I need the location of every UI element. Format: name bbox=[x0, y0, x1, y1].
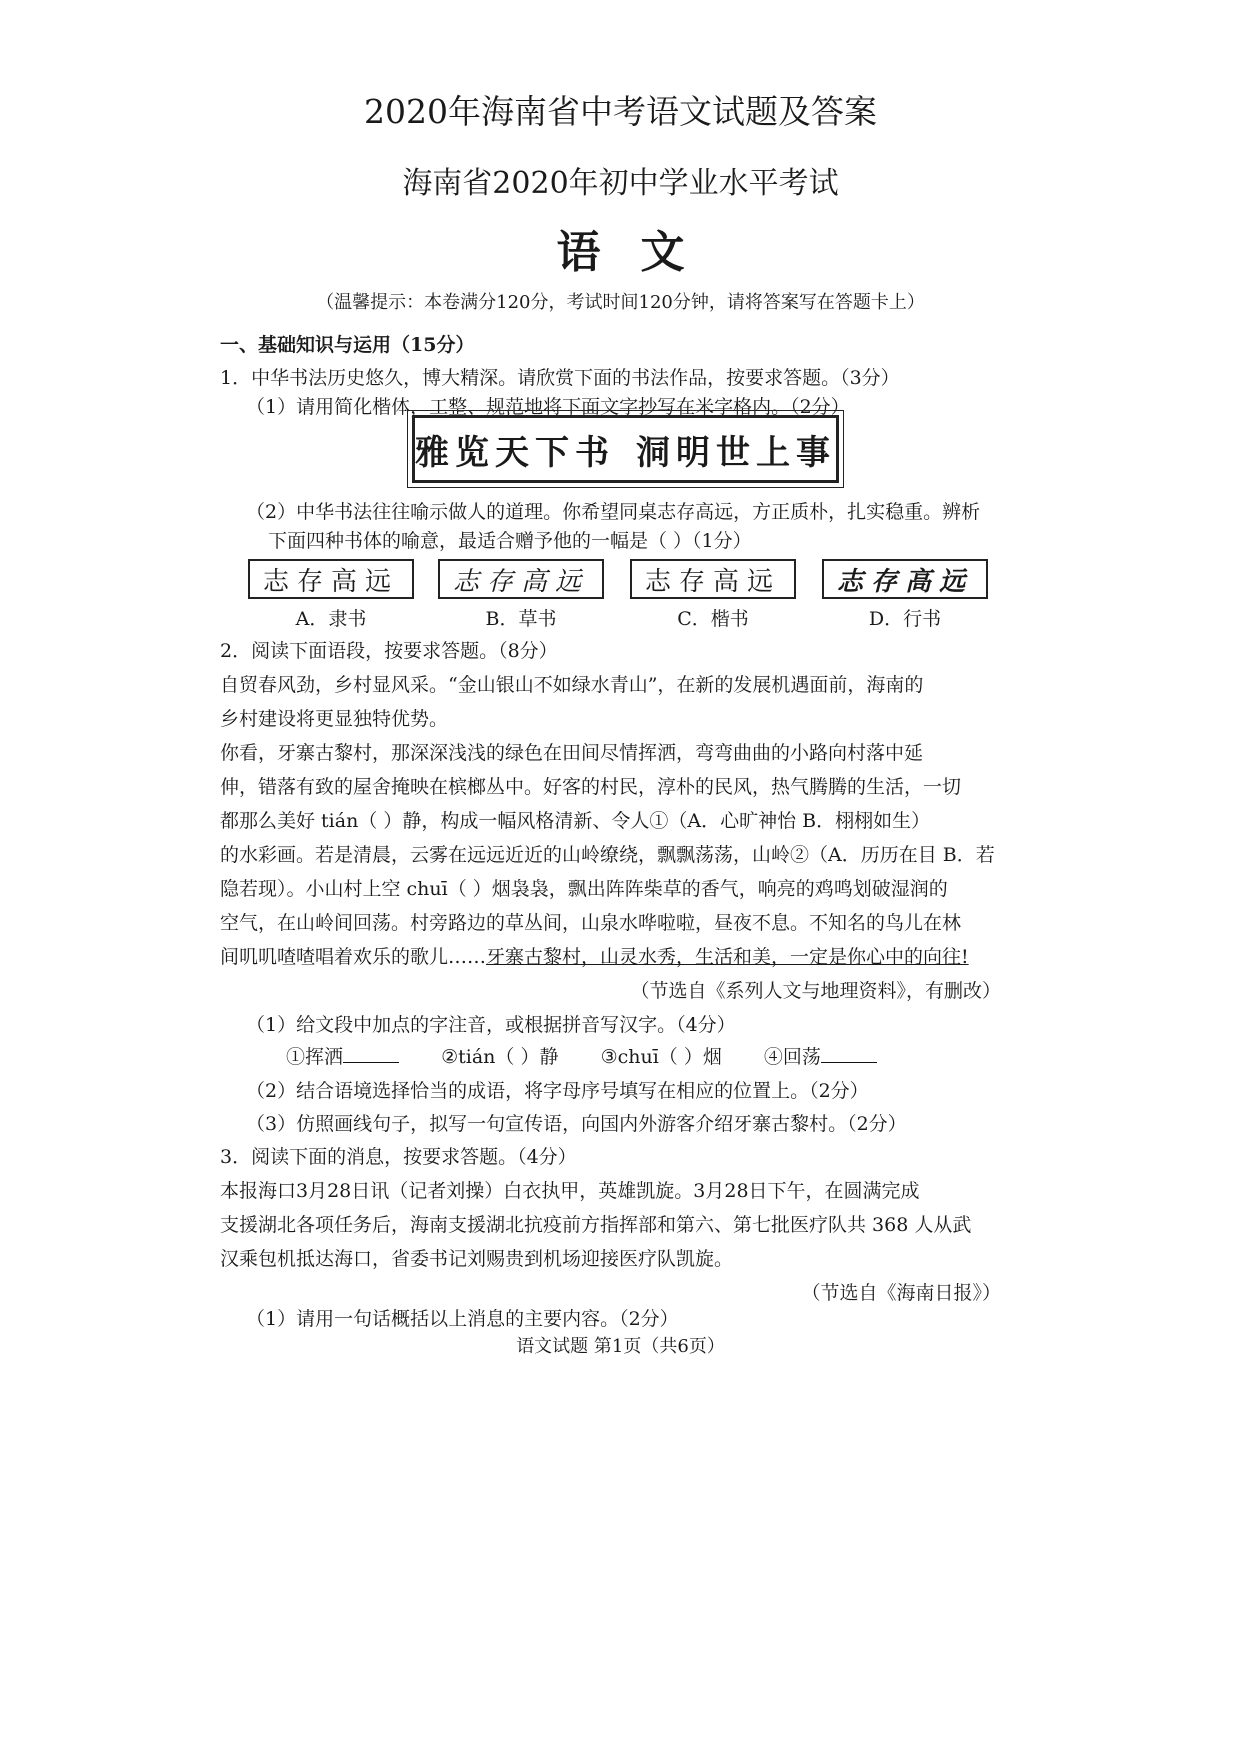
underlined-sentence: 牙寨古黎村，山灵水秀，生活和美，一定是你心中的向往! bbox=[486, 946, 969, 968]
q1-part2-line1: （2）中华书法往往喻示做人的道理。你希望同桌志存高远，方正质朴，扎实稳重。辨析 bbox=[246, 501, 981, 523]
option-b-calligraphy: 志存高远 bbox=[438, 559, 604, 599]
q2-line: 自贸春风劲，乡村显风采。“金山银山不如绿水青山”，在新的发展机遇面前，海南的 bbox=[220, 674, 924, 696]
answer-blank-4[interactable] bbox=[821, 1044, 877, 1063]
q2-line: 隐若现）。小山村上空 chuī（ ）烟袅袅，飘出阵阵柴草的香气，响亮的鸡鸣划破湿润的 bbox=[220, 878, 948, 900]
q3-line: 汉乘包机抵达海口，省委书记刘赐贵到机场迎接医疗队凯旋。 bbox=[220, 1248, 734, 1270]
option-a-label: A．隶书 bbox=[295, 608, 367, 630]
calligraphy-right: 洞明世上事 bbox=[636, 432, 836, 473]
subject-title: 语文 bbox=[556, 227, 725, 278]
q2-line: 伸，错落有致的屋舍掩映在槟榔丛中。好客的村民，淳朴的民风，热气腾腾的生活，一切 bbox=[220, 776, 962, 798]
q2-stem: 2．阅读下面语段，按要求答题。（8分） bbox=[220, 640, 558, 662]
q2-sub3: （3）仿照画线句子，拟写一句宣传语，向国内外游客介绍牙寨古黎村。（2分） bbox=[246, 1113, 907, 1135]
option-a-calligraphy: 志存高远 bbox=[248, 559, 414, 599]
q2-sub1-items: ①挥洒 ②tián（ ）静 ③chuī（ ）烟 ④回荡 bbox=[286, 1042, 877, 1069]
calligraphy-left: 雅览天下书 bbox=[415, 432, 615, 473]
option-b-label: B．草书 bbox=[485, 608, 557, 630]
q3-stem: 3．阅读下面的消息，按要求答题。（4分） bbox=[220, 1146, 577, 1168]
page-footer: 语文试题 第1页（共6页） bbox=[516, 1336, 725, 1357]
calligraphy-artwork bbox=[412, 415, 839, 483]
q2-line: 的水彩画。若是清晨，云雾在远远近近的山岭缭绕，飘飘荡荡，山岭②（A．历历在目 B．若 bbox=[220, 844, 995, 866]
option-d-calligraphy: 志存高远 bbox=[822, 559, 988, 599]
q2-sub2: （2）结合语境选择恰当的成语，将字母序号填写在相应的位置上。（2分） bbox=[246, 1080, 869, 1102]
q3-source: （节选自《海南日报》） bbox=[801, 1282, 1001, 1304]
section-title: 一、基础知识与运用（15分） bbox=[220, 334, 475, 356]
q1-part2-line2: 下面四种书体的喻意，最适合赠予他的一幅是（ ）（1分） bbox=[268, 530, 752, 552]
q2-line: 乡村建设将更显独特优势。 bbox=[220, 708, 449, 730]
exam-hint: （温馨提示：本卷满分120分，考试时间120分钟，请将答案写在答题卡上） bbox=[316, 292, 925, 313]
q2-sub1: （1）给文段中加点的字注音，或根据拼音写汉字。（4分） bbox=[246, 1014, 736, 1036]
option-c-label: C．楷书 bbox=[677, 608, 749, 630]
q2-line: 你看，牙寨古黎村，那深深浅浅的绿色在田间尽情挥洒，弯弯曲曲的小路向村落中延 bbox=[220, 742, 924, 764]
q3-line: 本报海口3月28日讯（记者刘操）白衣执甲，英雄凯旋。3月28日下午，在圆满完成 bbox=[220, 1180, 920, 1202]
q1-part1: （1）请用简化楷体，工整、规范地将下面文字抄写在米字格内。（2分） bbox=[246, 396, 850, 418]
option-c-calligraphy: 志存高远 bbox=[630, 559, 796, 599]
option-d-label: D．行书 bbox=[868, 608, 942, 630]
q2-line-last: 间叽叽喳喳唱着欢乐的歌儿……牙寨古黎村，山灵水秀，生活和美，一定是你心中的向往! bbox=[220, 946, 969, 968]
q3-line: 支援湖北各项任务后，海南支援湖北抗疫前方指挥部和第六、第七批医疗队共 368 人从武 bbox=[220, 1214, 972, 1236]
document-title: 2020年海南省中考语文试题及答案 bbox=[364, 92, 877, 131]
q3-sub1: （1）请用一句话概括以上消息的主要内容。（2分） bbox=[246, 1308, 679, 1330]
q2-line: 都那么美好 tián（ ）静，构成一幅风格清新、令人①（A．心旷神怡 B．栩栩如生） bbox=[220, 810, 931, 832]
q2-line: 空气，在山岭间回荡。村旁路边的草丛间，山泉水哗啦啦，昼夜不息。不知名的鸟儿在林 bbox=[220, 912, 962, 934]
q1-stem: 1．中华书法历史悠久，博大精深。请欣赏下面的书法作品，按要求答题。（3分） bbox=[220, 367, 900, 389]
q2-source: （节选自《系列人文与地理资料》，有删改） bbox=[630, 980, 1001, 1002]
answer-blank-1[interactable] bbox=[343, 1044, 399, 1063]
exam-title: 海南省2020年初中学业水平考试 bbox=[402, 166, 839, 201]
